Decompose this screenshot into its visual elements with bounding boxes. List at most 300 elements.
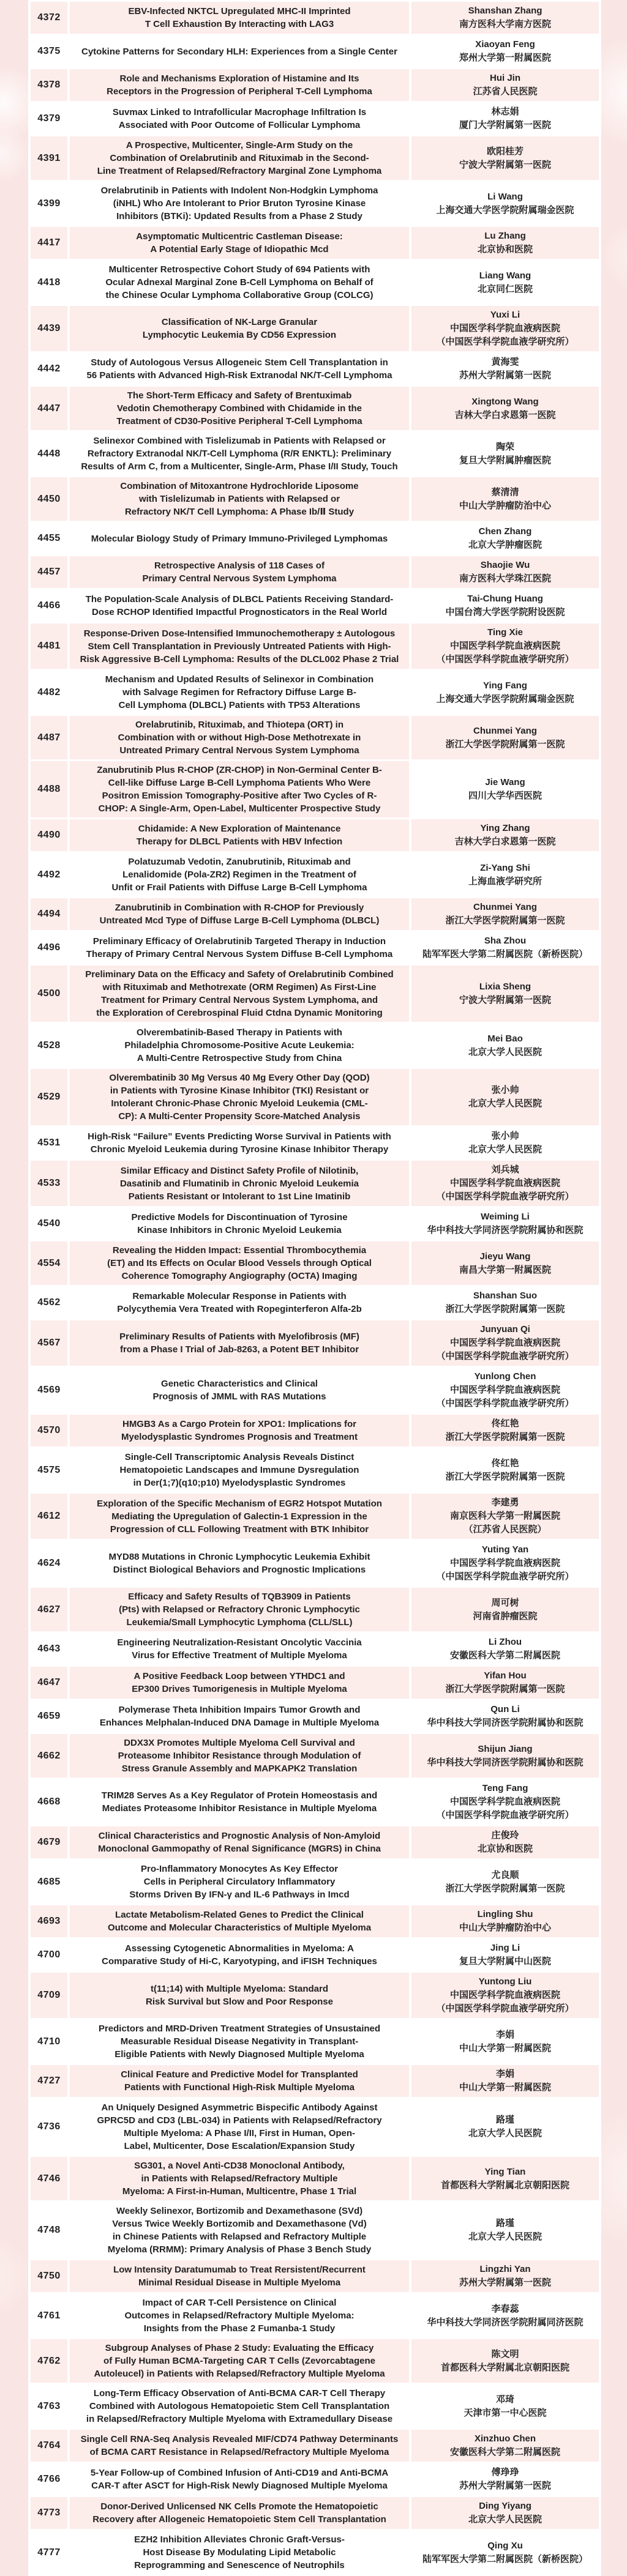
- abstract-title: Lactate Metabolism-Related Genes to Predict the Clinical Outcome and Molecular Characteristics of Multiple Myeloma: [70, 1905, 409, 1937]
- author-cell: [411, 182, 599, 225]
- abstract-id: 4567: [31, 1320, 67, 1366]
- author-cell: [411, 69, 599, 101]
- author-affiliation: 苏州大学附属第一医院: [459, 2277, 551, 2288]
- author-name: Hui Jin: [489, 73, 520, 83]
- author-name: Ying Fang: [483, 680, 527, 691]
- author-affiliation-secondary: （中国医学科学院血液学研究所）: [436, 1810, 574, 1820]
- table-row: [31, 2157, 599, 2200]
- abstract-id: 4569: [31, 1368, 67, 1413]
- abstract-title: Single-Cell Transcriptomic Analysis Reveals Distinct Hematopoietic Landscapes and Immune Dysregulation in Der(1;7)(q10;p10) Myelodysplastic Syndromes: [70, 1448, 409, 1492]
- table-row: [31, 1973, 599, 2018]
- abstract-id: 4727: [31, 2065, 67, 2097]
- abstract-id: 4488: [31, 761, 67, 817]
- table-row: [31, 35, 599, 67]
- abstract-title: EBV-Infected NKTCL Upregulated MHC-II Imprinted T Cell Exhaustion By Interacting with LAG3: [70, 2, 409, 34]
- author-cell: [411, 1734, 599, 1778]
- author-cell: [411, 2339, 599, 2383]
- abstract-id: 4750: [31, 2260, 67, 2292]
- author-affiliation: 中国医学科学院血液病医院: [449, 1338, 560, 1348]
- author-name: Yuxi Li: [490, 310, 520, 320]
- abstract-title: Preliminary Efficacy of Orelabrutinib Targeted Therapy in Induction Therapy of Primary Central Nervous System Diffuse B-Cell Lymphoma: [70, 932, 409, 964]
- abstract-title: Predictive Models for Discontinuation of Tyrosine Kinase Inhibitors in Chronic Myeloid Leukemia: [70, 1208, 409, 1240]
- abstract-title: Suvmax Linked to Intrafollicular Macrophage Infiltration Is Associated with Poor Outcome of Follicular Lymphoma: [70, 103, 409, 135]
- author-affiliation: 安徽医科大学第二附属医院: [449, 1650, 560, 1661]
- author-affiliation: 浙江大学医学院附属第一医院: [445, 915, 565, 926]
- author-affiliation: 北京大学人民医院: [468, 2128, 542, 2139]
- author-cell: [411, 2430, 599, 2462]
- author-name: Yuntong Liu: [478, 1976, 532, 1987]
- abstract-title: Clinical Characteristics and Prognostic Analysis of Non-Amyloid Monoclonal Gammopathy of Renal Significance (MGRS) in China: [70, 1826, 409, 1858]
- author-affiliation-secondary: （中国医学科学院血液学研究所）: [436, 654, 574, 664]
- abstract-title: The Short-Term Efficacy and Safety of Brentuximab Vedotin Chemotherapy Combined with Chidamide in the Treatment of CD30-Positive Peripheral T-Cell Lymphoma: [70, 387, 409, 430]
- author-cell: [411, 898, 599, 930]
- abstract-id: 4528: [31, 1024, 67, 1067]
- abstract-id: 4766: [31, 2463, 67, 2495]
- abstract-title: Orelabrutinib in Patients with Indolent Non-Hodgkin Lymphoma (iNHL) Who Are Intolerant to Prior Bruton Tyrosine Kinase Inhibitors (BTKi): Updated Results from a Phase 2 Study: [70, 182, 409, 225]
- abstract-title: Clinical Feature and Predictive Model for Transplanted Patients with Functional High-Risk Multiple Myeloma: [70, 2065, 409, 2097]
- author-name: 庄俊玲: [491, 1830, 519, 1841]
- author-cell: [411, 1779, 599, 1825]
- table-row: [31, 556, 599, 588]
- abstracts-table: [28, 0, 601, 2576]
- author-affiliation: 宁波大学附属第一医院: [459, 159, 551, 170]
- author-cell: [411, 819, 599, 851]
- author-cell: [411, 2065, 599, 2097]
- table-row: [31, 2384, 599, 2428]
- author-affiliation: 北京协和医院: [477, 1844, 533, 1854]
- abstract-id: 4763: [31, 2384, 67, 2428]
- abstract-id: 4762: [31, 2339, 67, 2383]
- abstract-title: Donor-Derived Unlicensed NK Cells Promote the Hematopoietic Recovery after Allogeneic Hematopoietic Stem Cell Transplantation: [70, 2497, 409, 2529]
- abstract-title: TRIM28 Serves As a Key Regulator of Protein Homeostasis and Mediates Proteasome Inhibitor Resistance in Multiple Myeloma: [70, 1779, 409, 1825]
- table-row: [31, 103, 599, 135]
- abstract-id: 4375: [31, 35, 67, 67]
- author-affiliation: 浙江大学医学院附属第一医院: [445, 1883, 565, 1894]
- table-row: [31, 523, 599, 554]
- abstract-id: 4531: [31, 1127, 67, 1159]
- abstract-title: Study of Autologous Versus Allogeneic Stem Cell Transplantation in 56 Patients with Advanced High-Risk Extranodal NK/T-Cell Lymphoma: [70, 353, 409, 385]
- author-cell: [411, 853, 599, 896]
- author-affiliation: 中国医学科学院血液病医院: [449, 1990, 560, 2000]
- table-row: [31, 1024, 599, 1067]
- abstract-id: 4482: [31, 671, 67, 714]
- author-affiliation: 苏州大学附属第一医院: [459, 2481, 551, 2491]
- author-name: 刘兵城: [491, 1164, 519, 1175]
- author-name: Ying Tian: [484, 2166, 526, 2177]
- abstract-title: A Prospective, Multicenter, Single-Arm Study on the Combination of Orelabrutinib and Rituximab in the Second-Line Treatment of Relapsed/Refractory Marginal Zone Lymphoma: [70, 136, 409, 180]
- abstract-title: Engineering Neutralization-Resistant Oncolytic Vaccinia Virus for Effective Treatment of Multiple Myeloma: [70, 1633, 409, 1665]
- abstract-id: 4417: [31, 227, 67, 259]
- author-affiliation: 北京大学人民医院: [468, 1098, 542, 1109]
- abstract-id: 4448: [31, 432, 67, 475]
- author-name: Li Zhou: [488, 1637, 522, 1647]
- abstract-id: 4500: [31, 966, 67, 1022]
- table-row: [31, 353, 599, 385]
- abstract-id: 4662: [31, 1734, 67, 1778]
- abstract-id: 4643: [31, 1633, 67, 1665]
- abstract-title: Mechanism and Updated Results of Selinexor in Combination with Salvage Regimen for Refractory Diffuse Large B-Cell Lymphoma (DLBCL) Patients with TP53 Alterations: [70, 671, 409, 714]
- author-cell: [411, 716, 599, 759]
- author-cell: [411, 1939, 599, 1971]
- author-cell: [411, 523, 599, 554]
- abstract-title: Preliminary Data on the Efficacy and Safety of Orelabrutinib Combined with Rituximab and Methotrexate (ORM Regimen) As First-Line Treatment for Primary Central Nervous System Lymphoma, and the Exploration of Cerebrospinal Fluid Ctdna Dynamic Monitoring: [70, 966, 409, 1022]
- table-row: [31, 1287, 599, 1319]
- author-cell: [411, 1287, 599, 1319]
- table-row: [31, 1241, 599, 1285]
- author-affiliation: 陆军军医大学第二附属医院（新桥医院）: [422, 949, 588, 959]
- author-name: 李娟: [495, 2029, 514, 2040]
- author-name: Chen Zhang: [478, 526, 532, 537]
- abstract-id: 4378: [31, 69, 67, 101]
- author-name: Weiming Li: [481, 1212, 530, 1222]
- abstract-id: 4442: [31, 353, 67, 385]
- author-affiliation: 北京大学人民医院: [468, 1046, 542, 1057]
- abstract-id: 4439: [31, 306, 67, 351]
- author-affiliation: 中山大学第一附属医院: [459, 2082, 551, 2093]
- author-affiliation: 陆军军医大学第二附属医院（新桥医院）: [422, 2553, 588, 2564]
- abstract-title: DDX3X Promotes Multiple Myeloma Cell Survival and Proteasome Inhibitor Resistance through Modulation of Stress Granule Assembly and MAPKAPK2 Translation: [70, 1734, 409, 1778]
- author-name: 周可树: [491, 1597, 519, 1608]
- author-affiliation: 浙江大学医学院附属第一医院: [445, 739, 565, 750]
- abstract-title: Exploration of the Specific Mechanism of EGR2 Hotspot Mutation Mediating the Upregulation of Galectin-1 Expression in the Progression of CLL Following Treatment with BTK Inhibitor: [70, 1494, 409, 1539]
- abstract-id: 4570: [31, 1415, 67, 1446]
- abstract-title: Combination of Mitoxantrone Hydrochloride Liposome with Tislelizumab in Patients with Relapsed or Refractory NK/T Cell Lymphoma: A Phase Ib/Ⅱ Study: [70, 477, 409, 521]
- author-affiliation: 复旦大学附属肿瘤医院: [459, 455, 551, 466]
- author-name: Yifan Hou: [484, 1670, 527, 1681]
- author-name: 傅琤琤: [491, 2467, 519, 2477]
- abstract-title: Polymerase Theta Inhibition Impairs Tumor Growth and Enhances Melphalan-Induced DNA Damage in Multiple Myeloma: [70, 1700, 409, 1732]
- author-name: 佟红艳: [491, 1457, 519, 1469]
- author-name: Chunmei Yang: [473, 725, 537, 736]
- abstract-id: 4679: [31, 1826, 67, 1858]
- table-row: [31, 1734, 599, 1778]
- table-row: [31, 69, 599, 101]
- author-cell: [411, 1024, 599, 1067]
- table-row: [31, 227, 599, 259]
- author-cell: [411, 624, 599, 669]
- author-name: 李建勇: [491, 1497, 519, 1508]
- abstract-title: Similar Efficacy and Distinct Safety Profile of Nilotinib, Dasatinib and Flumatinib in Chronic Myeloid Leukemia Patients Resistant or Intolerant to 1st Line Imatinib: [70, 1161, 409, 1206]
- author-cell: [411, 1320, 599, 1366]
- author-name: 路瑾: [495, 2218, 514, 2228]
- table-row: [31, 716, 599, 759]
- table-row: [31, 1860, 599, 1904]
- author-cell: [411, 1208, 599, 1240]
- abstract-id: 4659: [31, 1700, 67, 1732]
- abstract-title: Zanubrutinib Plus R-CHOP (ZR-CHOP) in Non-Germinal Center B-Cell-like Diffuse Large B-Cell Lymphoma Patients Who Were Positron Emission Tomography-Positive after Two Cycles of R-CHOP: A Single-Arm, Open-Label, Multicenter Prospective Study: [70, 761, 409, 817]
- author-affiliation: 中山大学肿瘤防治中心: [459, 1923, 551, 1933]
- author-name: Yunlong Chen: [474, 1371, 536, 1382]
- table-row: [31, 2294, 599, 2337]
- author-affiliation: 郑州大学第一附属医院: [459, 53, 551, 63]
- author-name: Shanshan Zhang: [468, 6, 543, 16]
- author-affiliation: 吉林大学白求恩第一医院: [454, 409, 556, 420]
- abstract-id: 4466: [31, 590, 67, 622]
- author-affiliation: 厦门大学附属第一医院: [459, 120, 551, 130]
- abstract-title: Classification of NK-Large Granular Lymphocytic Leukemia By CD56 Expression: [70, 306, 409, 351]
- author-cell: [411, 2294, 599, 2337]
- author-cell: [411, 2384, 599, 2428]
- author-name: Jieyu Wang: [479, 1251, 531, 1262]
- abstract-title: Revealing the Hidden Impact: Essential Thrombocythemia (ET) and Its Effects on Ocular Blood Vessels through Optical Coherence Tomography Angiography (OCTA) Imaging: [70, 1241, 409, 1285]
- abstract-id: 4562: [31, 1287, 67, 1319]
- author-affiliation: 上海血液学研究所: [468, 876, 542, 887]
- table-row: [31, 1633, 599, 1665]
- author-name: Zi-Yang Shi: [480, 862, 530, 873]
- table-row: [31, 387, 599, 430]
- author-cell: [411, 227, 599, 259]
- abstract-id: 4447: [31, 387, 67, 430]
- author-cell: [411, 2, 599, 34]
- author-name: Xiaoyan Feng: [475, 39, 535, 50]
- author-name: Lingzhi Yan: [479, 2264, 531, 2274]
- abstract-id: 4764: [31, 2430, 67, 2462]
- author-cell: [411, 671, 599, 714]
- table-row: [31, 932, 599, 964]
- author-name: Junyuan Qi: [480, 1324, 530, 1335]
- abstract-id: 4575: [31, 1448, 67, 1492]
- author-cell: [411, 556, 599, 588]
- abstract-id: 4490: [31, 819, 67, 851]
- author-cell: [411, 306, 599, 351]
- author-affiliation: 北京大学人民医院: [468, 2232, 542, 2242]
- abstract-title: Genetic Characteristics and Clinical Prognosis of JMML with RAS Mutations: [70, 1368, 409, 1413]
- abstract-id: 4693: [31, 1905, 67, 1937]
- author-cell: [411, 1588, 599, 1631]
- author-cell: [411, 1161, 599, 1206]
- author-cell: [411, 2463, 599, 2495]
- author-affiliation: 中山大学第一附属医院: [459, 2042, 551, 2053]
- author-name: Jie Wang: [485, 777, 525, 787]
- author-name: Jing Li: [490, 1943, 520, 1953]
- abstract-title: Multicenter Retrospective Cohort Study of 694 Patients with Ocular Adnexal Marginal Zone B-Cell Lymphoma on Behalf of the Chinese Ocular Lymphoma Collaborative Group (COLCG): [70, 261, 409, 304]
- author-name: Shanshan Suo: [473, 1290, 538, 1301]
- abstract-title: Olverembatinib-Based Therapy in Patients with Philadelphia Chromosome-Positive Acute Leukemia: A Multi-Centre Retrospective Study from China: [70, 1024, 409, 1067]
- table-row: [31, 590, 599, 622]
- abstract-title: Remarkable Molecular Response in Patients with Polycythemia Vera Treated with Ropeginterferon Alfa-2b: [70, 1287, 409, 1319]
- author-cell: [411, 2202, 599, 2258]
- table-row: [31, 2099, 599, 2155]
- author-affiliation: 浙江大学医学院附属第一医院: [445, 1471, 565, 1482]
- author-affiliation: 华中科技大学同济医学院附属协和医院: [427, 1225, 584, 1235]
- author-name: 佟红艳: [491, 1418, 519, 1429]
- author-affiliation: 南京医科大学第一附属医院: [449, 1511, 560, 1521]
- abstract-title: SG301, a Novel Anti-CD38 Monoclonal Antibody, in Patients with Relapsed/Refractory Multiple Myeloma: A First-in-Human, Multicentre, Phase 1 Trial: [70, 2157, 409, 2200]
- abstract-title: Single Cell RNA-Seq Analysis Revealed MIF/CD74 Pathway Determinants of BCMA CART Resistance in Relapsed/Refractory Multiple Myeloma: [70, 2430, 409, 2462]
- abstract-title: Subgroup Analyses of Phase 2 Study: Evaluating the Efficacy of Fully Human BCMA-Targeting CAR T Cells (Zevorcabtagene Autoleucel) in Patients with Relapsed/Refractory Multiple Myeloma: [70, 2339, 409, 2383]
- abstract-id: 4455: [31, 523, 67, 554]
- author-cell: [411, 1127, 599, 1159]
- author-affiliation-secondary: （中国医学科学院血液学研究所）: [436, 1191, 574, 1202]
- abstract-title: 5-Year Follow-up of Combined Infusion of Anti-CD19 and Anti-BCMA CAR-T after ASCT for High-Risk Newly Diagnosed Multiple Myeloma: [70, 2463, 409, 2495]
- author-name: 张小帅: [491, 1131, 519, 1141]
- abstract-title: Retrospective Analysis of 118 Cases of Primary Central Nervous System Lymphoma: [70, 556, 409, 588]
- abstract-title: An Uniquely Designed Asymmetric Bispecific Antibody Against GPRC5D and CD3 (LBL-034) in Patients with Relapsed/Refractory Multiple Myeloma: A Phase I/II, First in Human, Open-Label, Multicenter, Dose Escalation/Expansion Study: [70, 2099, 409, 2155]
- abstract-title: Long-Term Efficacy Observation of Anti-BCMA CAR-T Cell Therapy Combined with Autologous Hematopoietic Stem Cell Transplantation in Relapsed/Refractory Multiple Myeloma with Extramedullary Disease: [70, 2384, 409, 2428]
- abstract-id: 4457: [31, 556, 67, 588]
- abstract-id: 4379: [31, 103, 67, 135]
- author-cell: [411, 1860, 599, 1904]
- abstract-id: 4761: [31, 2294, 67, 2337]
- author-name: Tai-Chung Huang: [467, 594, 543, 604]
- author-cell: [411, 1368, 599, 1413]
- abstract-title: Predictors and MRD-Driven Treatment Strategies of Unsustained Measurable Residual Disease Negativity in Transplant-Eligible Patients with Newly Diagnosed Multiple Myeloma: [70, 2020, 409, 2063]
- author-affiliation-secondary: （中国医学科学院血液学研究所）: [436, 1351, 574, 1361]
- author-cell: [411, 1905, 599, 1937]
- abstract-id: 4372: [31, 2, 67, 34]
- author-cell: [411, 1448, 599, 1492]
- table-row: [31, 1161, 599, 1206]
- author-affiliation: 中国医学科学院血液病医院: [449, 641, 560, 651]
- author-affiliation: 南方医科大学珠江医院: [459, 573, 551, 584]
- abstract-id: 4777: [31, 2531, 67, 2574]
- author-affiliation: 四川大学华西医院: [468, 791, 542, 801]
- author-affiliation-secondary: （中国医学科学院血液学研究所）: [436, 1571, 574, 1582]
- table-row: [31, 853, 599, 896]
- author-name: Li Wang: [487, 191, 523, 202]
- table-row: [31, 2497, 599, 2529]
- author-name: Lu Zhang: [484, 231, 526, 241]
- table-row: [31, 1069, 599, 1125]
- abstract-title: t(11;14) with Multiple Myeloma: Standard Risk Survival but Slow and Poor Response: [70, 1973, 409, 2018]
- table-row: [31, 1700, 599, 1732]
- abstract-id: 4624: [31, 1541, 67, 1586]
- abstract-title: Polatuzumab Vedotin, Zanubrutinib, Rituximab and Lenalidomide (Pola-ZR2) Regimen in the Treatment of Unfit or Frail Patients with Diffuse Large B-Cell Lymphoma: [70, 853, 409, 896]
- abstract-id: 4773: [31, 2497, 67, 2529]
- table-row: [31, 2430, 599, 2462]
- abstract-id: 4736: [31, 2099, 67, 2155]
- author-affiliation: 复旦大学附属中山医院: [459, 1956, 551, 1967]
- abstract-id: 4709: [31, 1973, 67, 2018]
- author-cell: [411, 1826, 599, 1858]
- author-name: Ying Zhang: [480, 823, 530, 833]
- author-affiliation-secondary: （中国医学科学院血液学研究所）: [436, 2003, 574, 2014]
- author-affiliation: 江苏省人民医院: [473, 86, 538, 97]
- author-affiliation: 安徽医科大学第二附属医院: [449, 2447, 560, 2457]
- table-row: [31, 1368, 599, 1413]
- table-row: [31, 1415, 599, 1446]
- author-affiliation: 吉林大学白求恩第一医院: [454, 836, 556, 847]
- author-affiliation-secondary: （中国医学科学院血液学研究所）: [436, 337, 574, 347]
- author-name: Xingtong Wang: [471, 396, 539, 407]
- abstract-id: 4494: [31, 898, 67, 930]
- table-row: [31, 1588, 599, 1631]
- abstract-id: 4533: [31, 1161, 67, 1206]
- abstract-id: 4700: [31, 1939, 67, 1971]
- author-name: 欧阳桂芳: [486, 146, 524, 157]
- author-name: Liang Wang: [479, 270, 531, 281]
- abstract-title: Low Intensity Daratumumab to Treat Rersistent/Recurrent Minimal Residual Disease in Multiple Myeloma: [70, 2260, 409, 2292]
- abstract-title: Impact of CAR T-Cell Persistence on Clinical Outcomes in Relapsed/Refractory Multiple Myeloma: Insights from the Phase 2 Fumanba-1 Study: [70, 2294, 409, 2337]
- author-affiliation: 北京大学肿瘤医院: [468, 540, 542, 550]
- author-affiliation: 中国医学科学院血液病医院: [449, 1178, 560, 1188]
- author-name: 陶荣: [495, 441, 514, 452]
- abstract-title: Molecular Biology Study of Primary Immuno-Privileged Lymphomas: [70, 523, 409, 554]
- table-row: [31, 261, 599, 304]
- table-row: [31, 2531, 599, 2574]
- author-name: Qing Xu: [487, 2540, 523, 2551]
- abstract-id: 4540: [31, 1208, 67, 1240]
- table-row: [31, 2339, 599, 2383]
- author-affiliation: 浙江大学医学院附属第一医院: [445, 1684, 565, 1694]
- abstract-id: 4450: [31, 477, 67, 521]
- author-cell: [411, 1541, 599, 1586]
- author-cell: [411, 477, 599, 521]
- table-row: [31, 1905, 599, 1937]
- author-affiliation: 北京大学人民医院: [468, 2514, 542, 2525]
- author-cell: [411, 136, 599, 180]
- author-cell: [411, 1973, 599, 2018]
- abstract-title: Weekly Selinexor, Bortizomib and Dexamethasone (SVd) Versus Twice Weekly Bortizomib and Dexamethasone (Vd) in Chinese Patients with Relapsed and Refractory Multiple Myeloma (RRMM): Primary Analysis of Phase 3 Bench Study: [70, 2202, 409, 2258]
- author-cell: [411, 1415, 599, 1446]
- author-affiliation: 北京大学人民医院: [468, 1144, 542, 1155]
- table-row: [31, 2065, 599, 2097]
- author-name: Qun Li: [490, 1704, 520, 1714]
- abstract-title: Efficacy and Safety Results of TQB3909 in Patients (Pts) with Relapsed or Refractory Chronic Lymphocytic Leukemia/Small Lymphocytic Lymphoma (CLL/SLL): [70, 1588, 409, 1631]
- abstract-id: 4647: [31, 1667, 67, 1699]
- author-cell: [411, 353, 599, 385]
- table-row: [31, 1667, 599, 1699]
- abstract-title: Zanubrutinib in Combination with R-CHOP for Previously Untreated Mcd Type of Diffuse Large B-Cell Lymphoma (DLBCL): [70, 898, 409, 930]
- table-row: [31, 898, 599, 930]
- author-affiliation: 北京同仁医院: [477, 283, 533, 294]
- abstract-id: 4492: [31, 853, 67, 896]
- abstract-title: High-Risk “Failure” Events Predicting Worse Survival in Patients with Chronic Myeloid Leukemia during Tyrosine Kinase Inhibitor Therapy: [70, 1127, 409, 1159]
- author-affiliation: 华中科技大学同济医学院附属协和医院: [427, 1757, 584, 1768]
- author-name: Mei Bao: [487, 1033, 523, 1044]
- author-name: Sha Zhou: [484, 936, 527, 946]
- author-cell: [411, 1667, 599, 1699]
- author-affiliation: 苏州大学附属第一医院: [459, 370, 551, 381]
- author-cell: [411, 35, 599, 67]
- author-name: Shaojie Wu: [480, 560, 530, 570]
- author-name: Lingling Shu: [477, 1909, 533, 1919]
- table-row: [31, 432, 599, 475]
- abstract-title: HMGB3 As a Cargo Protein for XPO1: Implications for Myelodysplastic Syndromes Prognosis and Treatment: [70, 1415, 409, 1446]
- author-name: 李娟: [495, 2069, 514, 2079]
- author-affiliation: 中国台湾大学医学院附设医院: [445, 607, 565, 617]
- author-cell: [411, 1700, 599, 1732]
- table-row: [31, 761, 599, 817]
- table-row: [31, 2463, 599, 2495]
- abstract-title: EZH2 Inhibition Alleviates Chronic Graft-Versus-Host Disease By Modulating Lipid Metabolic Reprogramming and Senescence of Neutrophils: [70, 2531, 409, 2574]
- abstract-id: 4710: [31, 2020, 67, 2063]
- abstract-id: 4496: [31, 932, 67, 964]
- author-cell: [411, 1069, 599, 1125]
- author-affiliation: 上海交通大学医学院附属瑞金医院: [436, 693, 574, 704]
- author-name: Teng Fang: [482, 1783, 528, 1793]
- author-affiliation: 河南省肿瘤医院: [473, 1610, 538, 1621]
- author-affiliation: 中国医学科学院血液病医院: [449, 323, 560, 333]
- abstract-title: Orelabrutinib, Rituximab, and Thiotepa (ORT) in Combination with or without High-Dose Methotrexate in Untreated Primary Central Nervous System Lymphoma: [70, 716, 409, 759]
- author-name: 蔡清清: [491, 486, 519, 497]
- abstract-id: 4627: [31, 1588, 67, 1631]
- abstract-title: Chidamide: A New Exploration of Maintenance Therapy for DLBCL Patients with HBV Infection: [70, 819, 409, 851]
- abstract-title: A Positive Feedback Loop between YTHDC1 and EP300 Drives Tumorigenesis in Multiple Myeloma: [70, 1667, 409, 1699]
- table-row: [31, 1779, 599, 1825]
- author-name: 路瑾: [495, 2115, 514, 2125]
- author-cell: [411, 1494, 599, 1539]
- abstract-id: 4668: [31, 1779, 67, 1825]
- abstract-id: 4418: [31, 261, 67, 304]
- abstract-id: 4554: [31, 1241, 67, 1285]
- table-row: [31, 2260, 599, 2292]
- author-name: 张小帅: [491, 1085, 519, 1095]
- table-row: [31, 1494, 599, 1539]
- author-affiliation: 上海交通大学医学院附属瑞金医院: [436, 204, 574, 215]
- table-row: [31, 1826, 599, 1858]
- abstract-title: Preliminary Results of Patients with Myelofibrosis (MF) from a Phase I Trial of Jab-8263, a Potent BET Inhibitor: [70, 1320, 409, 1366]
